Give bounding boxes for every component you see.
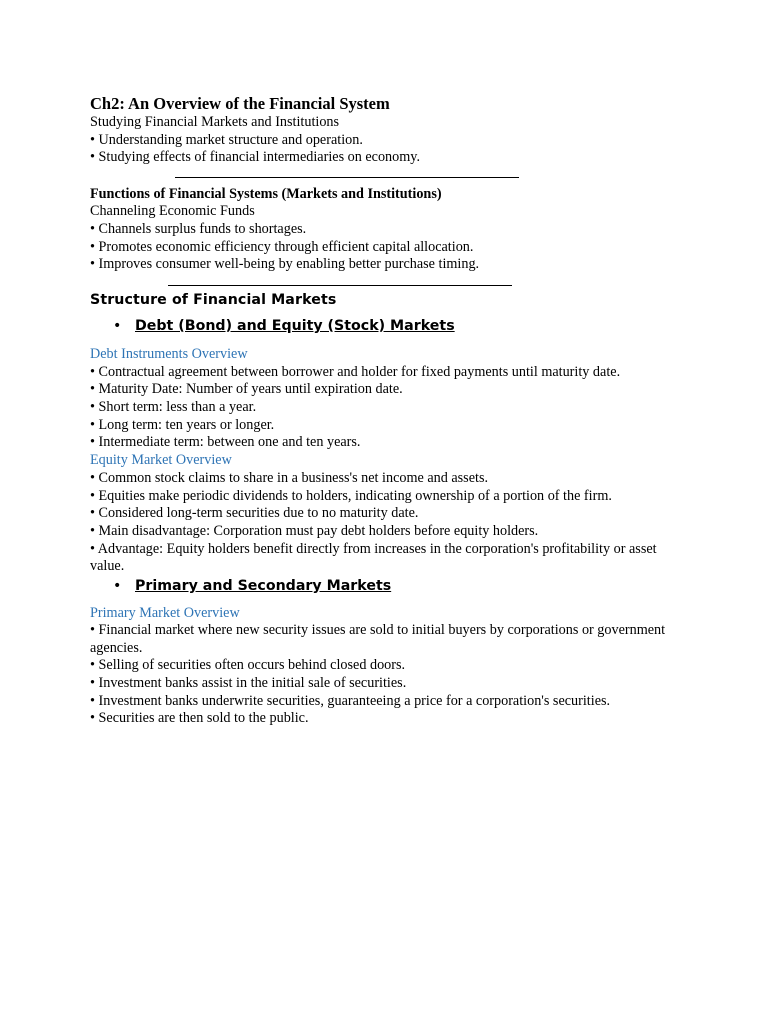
intro-bullet: • Studying effects of financial intermediaries on economy.: [90, 149, 420, 166]
intro-subtitle: Studying Financial Markets and Institutions: [90, 114, 340, 130]
functions-heading: Functions of Financial Systems (Markets and Institutions): [90, 186, 442, 203]
primary-bullet: • Investment banks underwrite securities, guaranteeing a price for a corporation's securities.: [90, 692, 611, 709]
equity-bullet: • Advantage: Equity holders benefit directly from increases in the corporation's profitability or asset value.: [90, 540, 657, 575]
equity-bullet: • Considered long-term securities due to no maturity date.: [90, 505, 419, 522]
equity-bullet: • Equities make periodic dividends to holders, indicating ownership of a portion of the firm.: [90, 487, 612, 504]
debt-equity-heading: [90, 316, 680, 336]
functions-subtitle: Channeling Economic Funds: [90, 203, 255, 220]
debt-overview-title: Debt Instruments Overview: [90, 345, 248, 362]
primary-secondary-heading-text: Primary and Secondary Markets: [135, 577, 392, 594]
primary-overview-title: Primary Market Overview: [90, 604, 240, 621]
functions-bullet: • Improves consumer well-being by enabling better purchase timing.: [90, 256, 480, 273]
functions-bullet: • Promotes economic efficiency through efficient capital allocation.: [90, 238, 474, 255]
debt-bullet: • Short term: less than a year.: [90, 399, 257, 416]
functions-bullet: • Channels surplus funds to shortages.: [90, 220, 307, 237]
primary-bullet: • Investment banks assist in the initial sale of securities.: [90, 675, 407, 692]
page-title: Ch2: An Overview of the Financial System: [90, 94, 390, 113]
divider: [90, 274, 680, 290]
bullet-icon: •: [113, 577, 122, 594]
debt-bullet: • Maturity Date: Number of years until expiration date.: [90, 381, 403, 398]
primary-bullet: • Securities are then sold to the public.: [90, 710, 309, 727]
equity-bullet: • Main disadvantage: Corporation must pay debt holders before equity holders.: [90, 522, 539, 539]
structure-heading: Structure of Financial Markets: [90, 291, 337, 308]
debt-bullet: • Long term: ten years or longer.: [90, 416, 275, 433]
debt-equity-heading-text: Debt (Bond) and Equity (Stock) Markets: [135, 317, 455, 334]
document-body: [90, 94, 680, 728]
primary-secondary-heading: [90, 576, 680, 596]
bullet-icon: •: [113, 317, 122, 334]
equity-bullet: • Common stock claims to share in a business's net income and assets.: [90, 469, 489, 486]
primary-bullet: • Selling of securities often occurs behind closed doors.: [90, 657, 406, 674]
equity-overview-title: Equity Market Overview: [90, 452, 232, 469]
intro-bullet: • Understanding market structure and operation.: [90, 131, 363, 148]
divider: [90, 167, 680, 185]
debt-bullet: • Intermediate term: between one and ten years.: [90, 434, 361, 451]
primary-bullet: • Financial market where new security issues are sold to initial buyers by corporations or government agencies.: [90, 622, 666, 656]
debt-bullet: • Contractual agreement between borrower and holder for fixed payments until maturity date.: [90, 363, 621, 380]
